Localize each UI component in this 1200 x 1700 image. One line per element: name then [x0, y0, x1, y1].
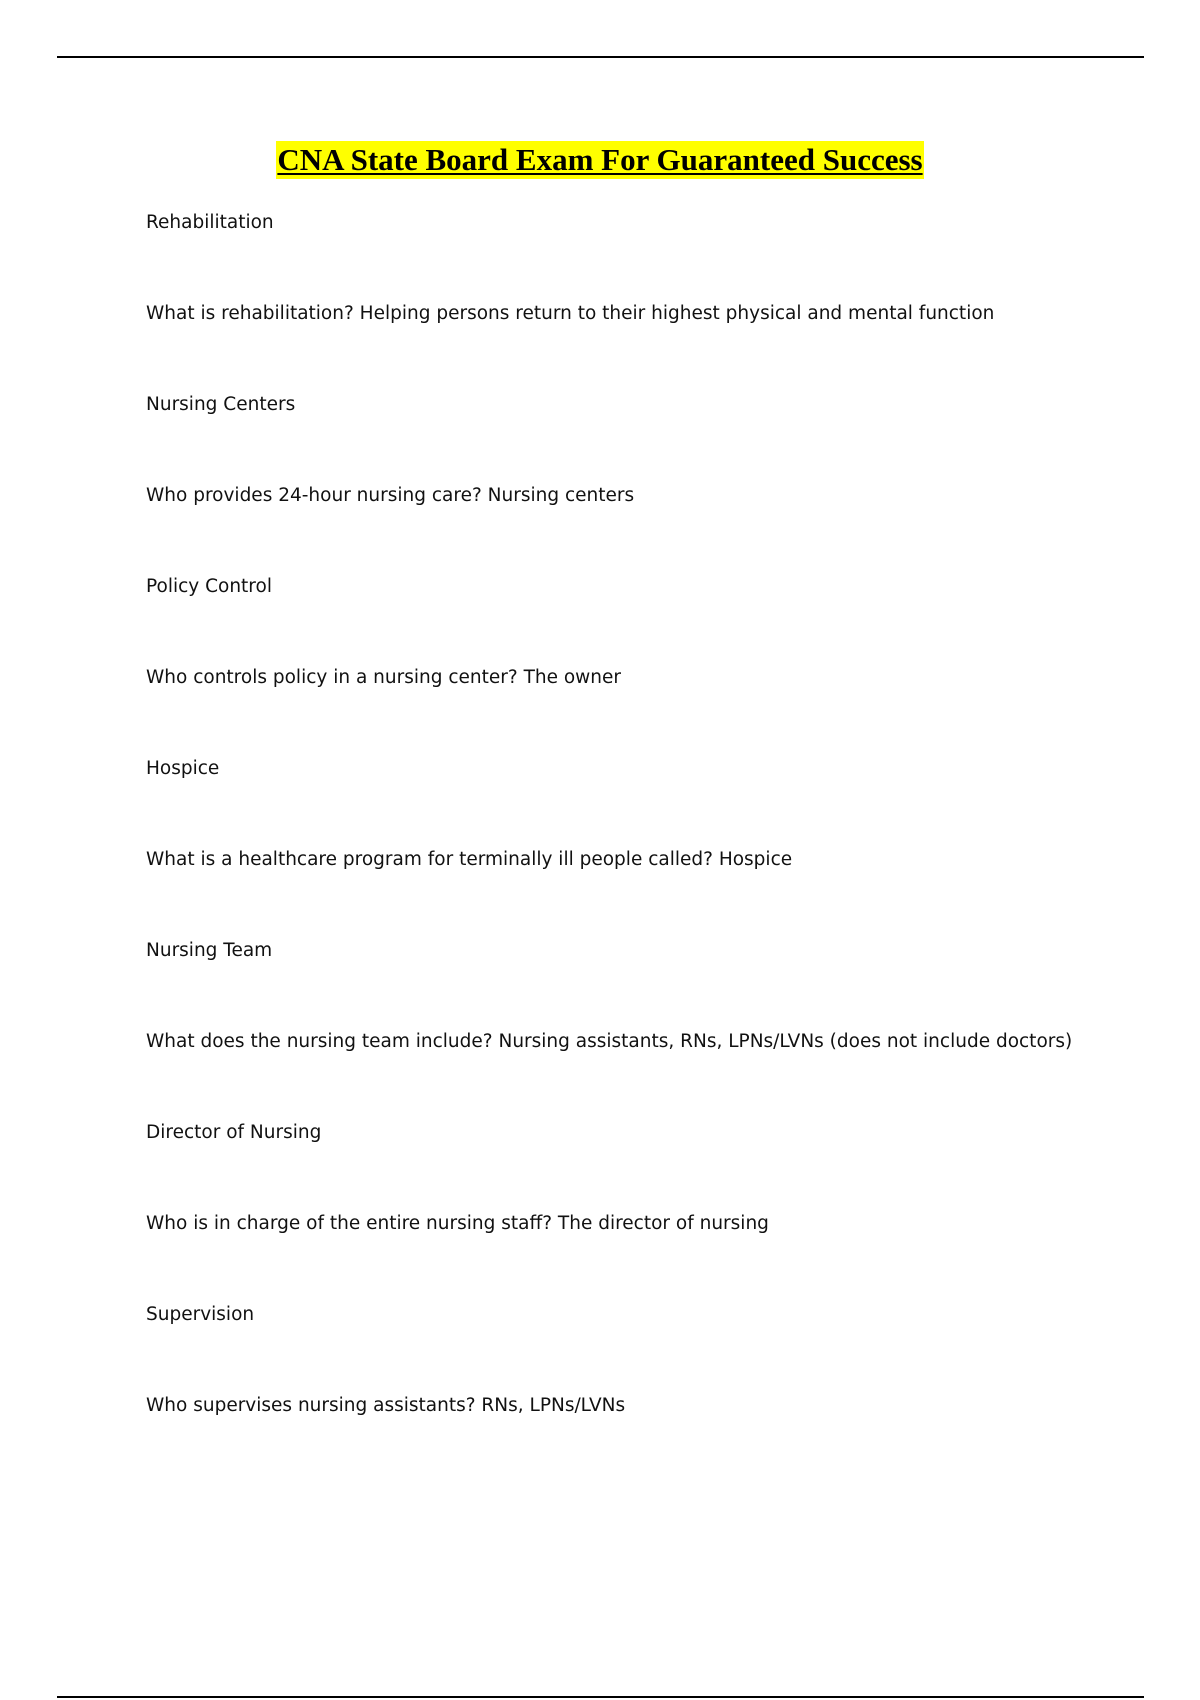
entry-question-nursing-team: What does the nursing team include? Nursing assistants, RNs, LPNs/LVNs (does not include doctors): [146, 1031, 1073, 1052]
entry-question-supervision: Who supervises nursing assistants? RNs, LPNs/LVNs: [146, 1395, 626, 1416]
entry-heading-policy-control: Policy Control: [146, 576, 272, 597]
entry-question-hospice: What is a healthcare program for terminally ill people called? Hospice: [146, 849, 793, 870]
document-title: CNA State Board Exam For Guaranteed Success: [277, 142, 923, 177]
entry-list: [146, 210, 1146, 1484]
top-rule: [57, 56, 1144, 58]
entry-question-director-of-nursing: Who is in charge of the entire nursing staff? The director of nursing: [146, 1213, 769, 1234]
entry-heading-director-of-nursing: Director of Nursing: [146, 1122, 322, 1143]
entry-heading-supervision: Supervision: [146, 1304, 255, 1325]
entry-heading-hospice: Hospice: [146, 758, 220, 779]
entry-heading-rehabilitation: Rehabilitation: [146, 212, 274, 233]
entry-heading-nursing-centers: Nursing Centers: [146, 394, 296, 415]
entry-question-nursing-centers: Who provides 24-hour nursing care? Nursing centers: [146, 485, 635, 506]
title-container: [0, 141, 1200, 179]
bottom-rule: [57, 1696, 1144, 1698]
entry-question-policy-control: Who controls policy in a nursing center? The owner: [146, 667, 622, 688]
entry-heading-nursing-team: Nursing Team: [146, 940, 273, 961]
entry-question-rehabilitation: What is rehabilitation? Helping persons return to their highest physical and mental function: [146, 303, 995, 324]
